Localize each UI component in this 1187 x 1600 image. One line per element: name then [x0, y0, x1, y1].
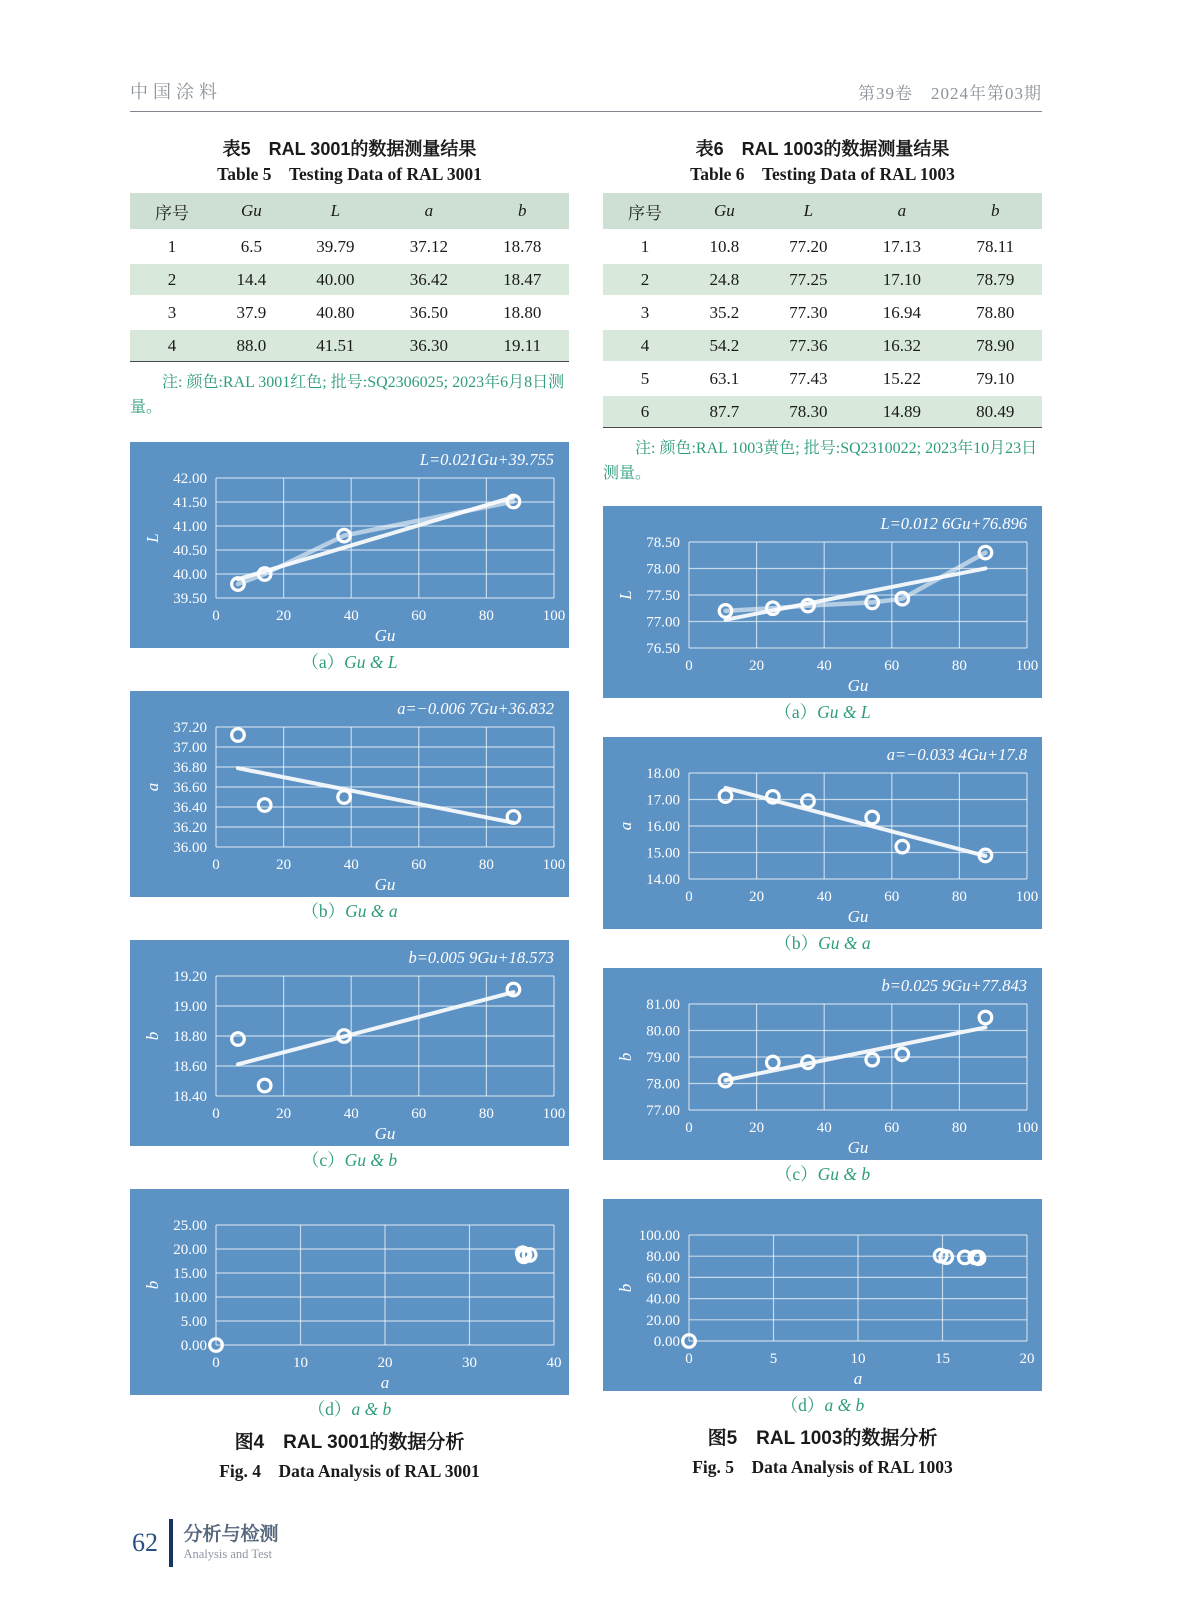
table5 [130, 193, 569, 362]
x-axis-title: Gu [847, 676, 869, 695]
y-tick-label: 78.00 [646, 561, 680, 578]
y-axis-title: b [143, 1031, 162, 1041]
table-cell: 24.8 [687, 263, 762, 296]
table-cell: 40.80 [289, 296, 382, 329]
table-cell: 6.5 [214, 230, 289, 263]
y-axis-title: b [616, 1052, 635, 1062]
column-header: a [855, 193, 948, 230]
table-cell: 78.80 [949, 296, 1042, 329]
x-tick-label: 80 [478, 608, 494, 624]
y-tick-label: 36.00 [173, 840, 207, 856]
x-tick-label: 0 [685, 889, 693, 905]
data-point [979, 1011, 992, 1024]
x-tick-label: 100 [542, 857, 566, 873]
y-axis-title: a [616, 821, 635, 831]
scatter-chart-f5a [603, 506, 1042, 698]
fig5-chart-c-block [603, 968, 1042, 1185]
data-point [232, 1033, 245, 1046]
journal-name: 中国涂料 [130, 82, 222, 102]
chart-panel-fig4-a [130, 442, 569, 648]
y-tick-label: 19.20 [173, 969, 207, 985]
header-rule [130, 111, 1042, 112]
table-cell: 16.94 [855, 296, 948, 329]
table-cell: 6 [603, 395, 687, 428]
trend-equation: a=−0.006 7Gu+36.832 [397, 699, 554, 718]
table-header-row [603, 193, 1042, 230]
content-columns [130, 136, 1042, 1483]
y-tick-label: 20.00 [173, 1242, 207, 1258]
y-axis-title: L [616, 590, 635, 600]
y-tick-label: 0.00 [653, 1334, 680, 1350]
table-row [130, 296, 569, 329]
x-axis-title: Gu [374, 1124, 396, 1143]
table5-title-zh: 表5 RAL 3001的数据测量结果 [222, 139, 477, 159]
table-cell: 36.50 [382, 296, 475, 329]
y-tick-label: 15.00 [173, 1266, 207, 1282]
x-tick-label: 0 [212, 1355, 220, 1371]
chart-caption-fig4-c: （c）Gu & b [301, 1150, 398, 1170]
table6-block [603, 136, 1042, 486]
x-tick-label: 20 [377, 1355, 393, 1371]
table-row [603, 362, 1042, 395]
y-tick-label: 80.00 [646, 1249, 680, 1266]
trend-line [238, 497, 513, 579]
left-column [130, 136, 569, 1483]
data-point [258, 1079, 271, 1092]
x-tick-label: 20 [276, 1106, 292, 1122]
x-tick-label: 40 [816, 889, 832, 905]
fig4-caption-en: Fig. 4 Data Analysis of RAL 3001 [219, 1461, 480, 1481]
table-cell: 36.42 [382, 263, 475, 296]
table-row [603, 395, 1042, 428]
y-tick-label: 76.50 [646, 641, 680, 657]
x-tick-label: 100 [542, 608, 566, 624]
scatter-chart-f4a [130, 442, 569, 648]
column-header: b [476, 193, 569, 230]
chart-caption-fig4-b: （b）Gu & a [301, 901, 398, 921]
table6 [603, 193, 1042, 428]
x-tick-label: 60 [411, 1106, 427, 1122]
x-tick-label: 100 [1015, 658, 1039, 674]
data-point [719, 790, 732, 803]
x-tick-label: 40 [546, 1355, 562, 1371]
right-column [603, 136, 1042, 1483]
y-tick-label: 79.00 [646, 1050, 680, 1066]
chart-caption-fig5-a: （a）Gu & L [774, 702, 871, 722]
chart-panel-fig5-d [603, 1199, 1042, 1391]
x-tick-label: 0 [212, 608, 220, 624]
table-cell: 18.47 [476, 263, 569, 296]
table6-title-zh: 表6 RAL 1003的数据测量结果 [695, 139, 950, 159]
x-tick-label: 60 [884, 889, 900, 905]
x-tick-label: 80 [951, 1120, 967, 1136]
y-tick-label: 40.00 [173, 567, 207, 583]
chart-panel-fig5-b [603, 737, 1042, 929]
table-cell: 40.00 [289, 263, 382, 296]
fig5-caption-zh: 图5 RAL 1003的数据分析 [707, 1428, 938, 1449]
data-point [866, 1053, 879, 1066]
table-cell: 16.32 [855, 329, 948, 362]
x-axis-title: Gu [847, 1138, 869, 1157]
series-line [238, 502, 513, 585]
x-tick-label: 80 [478, 857, 494, 873]
chart-panel-fig4-d [130, 1189, 569, 1395]
y-axis-title: b [616, 1283, 635, 1293]
y-tick-label: 5.00 [180, 1314, 207, 1330]
y-tick-label: 18.00 [646, 766, 680, 782]
table-cell: 78.90 [949, 329, 1042, 362]
table-row [130, 263, 569, 296]
data-point [866, 811, 879, 824]
scatter-chart-f5d [603, 1199, 1042, 1391]
table-cell: 37.12 [382, 230, 475, 263]
table-cell: 78.11 [949, 230, 1042, 263]
trend-line [726, 1027, 986, 1080]
table-row [603, 263, 1042, 296]
fig5-chart-b-block [603, 737, 1042, 954]
chart-caption-fig5-c: （c）Gu & b [774, 1164, 871, 1184]
x-tick-label: 80 [951, 658, 967, 674]
section-title-en: Analysis and Test [183, 1547, 272, 1561]
table-row [130, 230, 569, 263]
x-tick-label: 5 [769, 1351, 778, 1367]
x-tick-label: 100 [1015, 889, 1039, 905]
table-cell: 77.36 [762, 329, 855, 362]
table-cell: 35.2 [687, 296, 762, 329]
table-cell: 2 [603, 263, 687, 296]
y-tick-label: 78.00 [646, 1076, 680, 1093]
fig5-chart-a-block [603, 506, 1042, 723]
chart-panel-fig4-c [130, 940, 569, 1146]
footer-section [184, 1524, 279, 1562]
chart-panel-fig5-c [603, 968, 1042, 1160]
table-cell: 15.22 [855, 362, 948, 395]
y-tick-label: 77.50 [646, 588, 680, 604]
table-cell: 63.1 [687, 362, 762, 395]
table-cell: 5 [603, 362, 687, 395]
y-tick-label: 19.00 [173, 999, 207, 1015]
scatter-chart-f4c [130, 940, 569, 1146]
y-tick-label: 20.00 [646, 1312, 680, 1329]
x-tick-label: 40 [343, 857, 359, 873]
chart-panel-fig5-a [603, 506, 1042, 698]
y-tick-label: 15.00 [646, 845, 680, 862]
y-tick-label: 14.00 [646, 872, 680, 888]
page-header [130, 78, 1042, 104]
y-tick-label: 18.80 [173, 1029, 207, 1045]
table-cell: 17.13 [855, 230, 948, 263]
chart-caption-fig5-d: （d）a & b [780, 1395, 865, 1415]
y-tick-label: 77.00 [646, 1103, 680, 1119]
table-cell: 3 [603, 296, 687, 329]
page-number: 62 [132, 1528, 158, 1557]
chart-caption-fig4-d: （d）a & b [307, 1399, 392, 1419]
table-cell: 14.4 [214, 263, 289, 296]
y-axis-title: a [143, 782, 162, 792]
table-cell: 17.10 [855, 263, 948, 296]
chart-panel-fig4-b [130, 691, 569, 897]
trend-equation: b=0.025 9Gu+77.843 [881, 976, 1027, 995]
table-cell: 4 [603, 329, 687, 362]
data-point [802, 795, 815, 808]
data-point [896, 1048, 909, 1061]
table-cell: 37.9 [214, 296, 289, 329]
x-tick-label: 100 [1015, 1120, 1039, 1136]
table-cell: 77.30 [762, 296, 855, 329]
x-tick-label: 20 [749, 889, 765, 905]
y-tick-label: 0.00 [180, 1338, 207, 1354]
y-tick-label: 80.00 [646, 1023, 680, 1040]
x-tick-label: 10 [293, 1355, 308, 1371]
data-point [338, 791, 351, 804]
data-point [258, 799, 271, 812]
y-tick-label: 16.00 [646, 819, 680, 835]
scatter-chart-f5b [603, 737, 1042, 929]
y-tick-label: 36.20 [173, 820, 207, 836]
scatter-chart-f5c [603, 968, 1042, 1160]
trend-equation: b=0.005 9Gu+18.573 [408, 948, 554, 967]
fig4-caption-zh: 图4 RAL 3001的数据分析 [234, 1432, 465, 1453]
fig4-chart-d-block [130, 1189, 569, 1420]
fig5-caption [603, 1426, 1042, 1479]
y-tick-label: 36.80 [173, 760, 207, 776]
x-tick-label: 20 [276, 857, 292, 873]
x-tick-label: 20 [1019, 1351, 1035, 1367]
y-tick-label: 100.00 [638, 1228, 680, 1244]
table-cell: 10.8 [687, 230, 762, 263]
y-tick-label: 40.00 [646, 1291, 680, 1308]
x-axis-title: Gu [847, 907, 869, 926]
y-tick-label: 36.60 [173, 780, 207, 796]
x-tick-label: 80 [951, 889, 967, 905]
column-header: L [289, 193, 382, 230]
y-tick-label: 18.40 [173, 1089, 207, 1105]
chart-caption-fig4-a: （a）Gu & L [301, 652, 398, 672]
table-cell: 41.51 [289, 329, 382, 362]
trend-equation: a=−0.033 4Gu+17.8 [886, 745, 1027, 764]
table-cell: 1 [603, 230, 687, 263]
x-tick-label: 60 [884, 1120, 900, 1136]
x-tick-label: 20 [749, 658, 765, 674]
x-tick-label: 80 [478, 1106, 494, 1122]
column-header: Gu [687, 193, 762, 230]
table5-note: 注: 颜色:RAL 3001红色; 批号:SQ2306025; 2023年6月8日测量。 [130, 374, 565, 416]
table-cell: 36.30 [382, 329, 475, 362]
y-tick-label: 42.00 [173, 471, 207, 487]
fig5-chart-d-block [603, 1199, 1042, 1416]
x-tick-label: 60 [411, 608, 427, 624]
issue-info: 第39卷 2024年第03期 [858, 84, 1042, 103]
fig4-chart-c-block [130, 940, 569, 1171]
x-tick-label: 60 [884, 658, 900, 674]
x-tick-label: 20 [276, 608, 292, 624]
table-cell: 79.10 [949, 362, 1042, 395]
x-tick-label: 40 [343, 1106, 359, 1122]
trend-equation: L=0.021Gu+39.755 [419, 450, 554, 469]
table-cell: 1 [130, 230, 214, 263]
table-cell: 39.79 [289, 230, 382, 263]
table-cell: 18.80 [476, 296, 569, 329]
x-tick-label: 30 [462, 1355, 477, 1371]
data-point [232, 729, 245, 742]
table-cell: 88.0 [214, 329, 289, 362]
y-tick-label: 18.60 [173, 1059, 207, 1075]
y-tick-label: 78.50 [646, 535, 680, 551]
table-cell: 78.79 [949, 263, 1042, 296]
table5-title-en: Table 5 Testing Data of RAL 3001 [217, 164, 482, 184]
fig4-chart-a-block [130, 442, 569, 673]
x-tick-label: 0 [212, 857, 220, 873]
table-cell: 4 [130, 329, 214, 362]
section-title-zh: 分析与检测 [183, 1524, 279, 1545]
x-tick-label: 100 [542, 1106, 566, 1122]
x-tick-label: 0 [685, 658, 693, 674]
x-tick-label: 60 [411, 857, 427, 873]
y-tick-label: 41.00 [173, 519, 207, 535]
y-tick-label: 40.50 [173, 543, 207, 559]
table-cell: 19.11 [476, 329, 569, 362]
y-tick-label: 36.40 [173, 800, 207, 816]
y-tick-label: 37.20 [173, 720, 207, 736]
fig4-caption [130, 1430, 569, 1483]
table5-block [130, 136, 569, 420]
table-cell: 3 [130, 296, 214, 329]
x-axis-title: a [853, 1369, 863, 1388]
table-cell: 14.89 [855, 395, 948, 428]
y-tick-label: 77.00 [646, 614, 680, 631]
trend-line [238, 768, 513, 823]
y-tick-label: 17.00 [646, 792, 680, 809]
y-tick-label: 25.00 [173, 1218, 207, 1234]
y-tick-label: 41.50 [173, 495, 207, 511]
y-tick-label: 37.00 [173, 740, 207, 756]
x-tick-label: 40 [343, 608, 359, 624]
table-cell: 2 [130, 263, 214, 296]
table-cell: 80.49 [949, 395, 1042, 428]
column-header: L [762, 193, 855, 230]
fig5-caption-en: Fig. 5 Data Analysis of RAL 1003 [692, 1457, 953, 1477]
trend-line [238, 992, 513, 1064]
trend-equation: L=0.012 6Gu+76.896 [880, 514, 1027, 533]
table-cell: 77.25 [762, 263, 855, 296]
x-tick-label: 0 [685, 1351, 693, 1367]
data-point [767, 1056, 780, 1069]
column-header: 序号 [603, 193, 687, 230]
x-tick-label: 0 [685, 1120, 693, 1136]
chart-caption-fig5-b: （b）Gu & a [774, 933, 871, 953]
table-cell: 77.20 [762, 230, 855, 263]
scatter-chart-f4d [130, 1189, 569, 1395]
x-tick-label: 15 [935, 1351, 950, 1367]
x-axis-title: Gu [374, 626, 396, 645]
x-tick-label: 10 [850, 1351, 866, 1367]
table-cell: 87.7 [687, 395, 762, 428]
series-line [726, 553, 986, 611]
table-cell: 18.78 [476, 230, 569, 263]
page-footer [132, 1519, 1042, 1567]
table-row [603, 230, 1042, 263]
y-tick-label: 10.00 [173, 1290, 207, 1306]
table-row [603, 296, 1042, 329]
column-header: Gu [214, 193, 289, 230]
x-axis-title: a [380, 1373, 390, 1392]
table6-title-en: Table 6 Testing Data of RAL 1003 [690, 164, 955, 184]
footer-divider [169, 1519, 173, 1567]
fig4-chart-b-block [130, 691, 569, 922]
table6-note: 注: 颜色:RAL 1003黄色; 批号:SQ2310022; 2023年10月23日测量。 [603, 440, 1038, 482]
table-row [130, 329, 569, 362]
table-cell: 77.43 [762, 362, 855, 395]
column-header: b [949, 193, 1042, 230]
data-point [896, 840, 909, 853]
table-cell: 54.2 [687, 329, 762, 362]
table-cell: 78.30 [762, 395, 855, 428]
trend-line [726, 788, 986, 856]
y-tick-label: 60.00 [646, 1270, 680, 1287]
x-tick-label: 40 [816, 658, 832, 674]
x-tick-label: 0 [212, 1106, 220, 1122]
y-axis-title: L [143, 533, 162, 543]
scatter-chart-f4b [130, 691, 569, 897]
column-header: a [382, 193, 475, 230]
column-header: 序号 [130, 193, 214, 230]
trend-line [726, 568, 986, 619]
x-tick-label: 40 [816, 1120, 832, 1136]
x-axis-title: Gu [374, 875, 396, 894]
y-tick-label: 39.50 [173, 591, 207, 607]
table-header-row [130, 193, 569, 230]
x-tick-label: 20 [749, 1120, 765, 1136]
table-row [603, 329, 1042, 362]
y-axis-title: b [143, 1280, 162, 1290]
y-tick-label: 81.00 [646, 997, 680, 1013]
